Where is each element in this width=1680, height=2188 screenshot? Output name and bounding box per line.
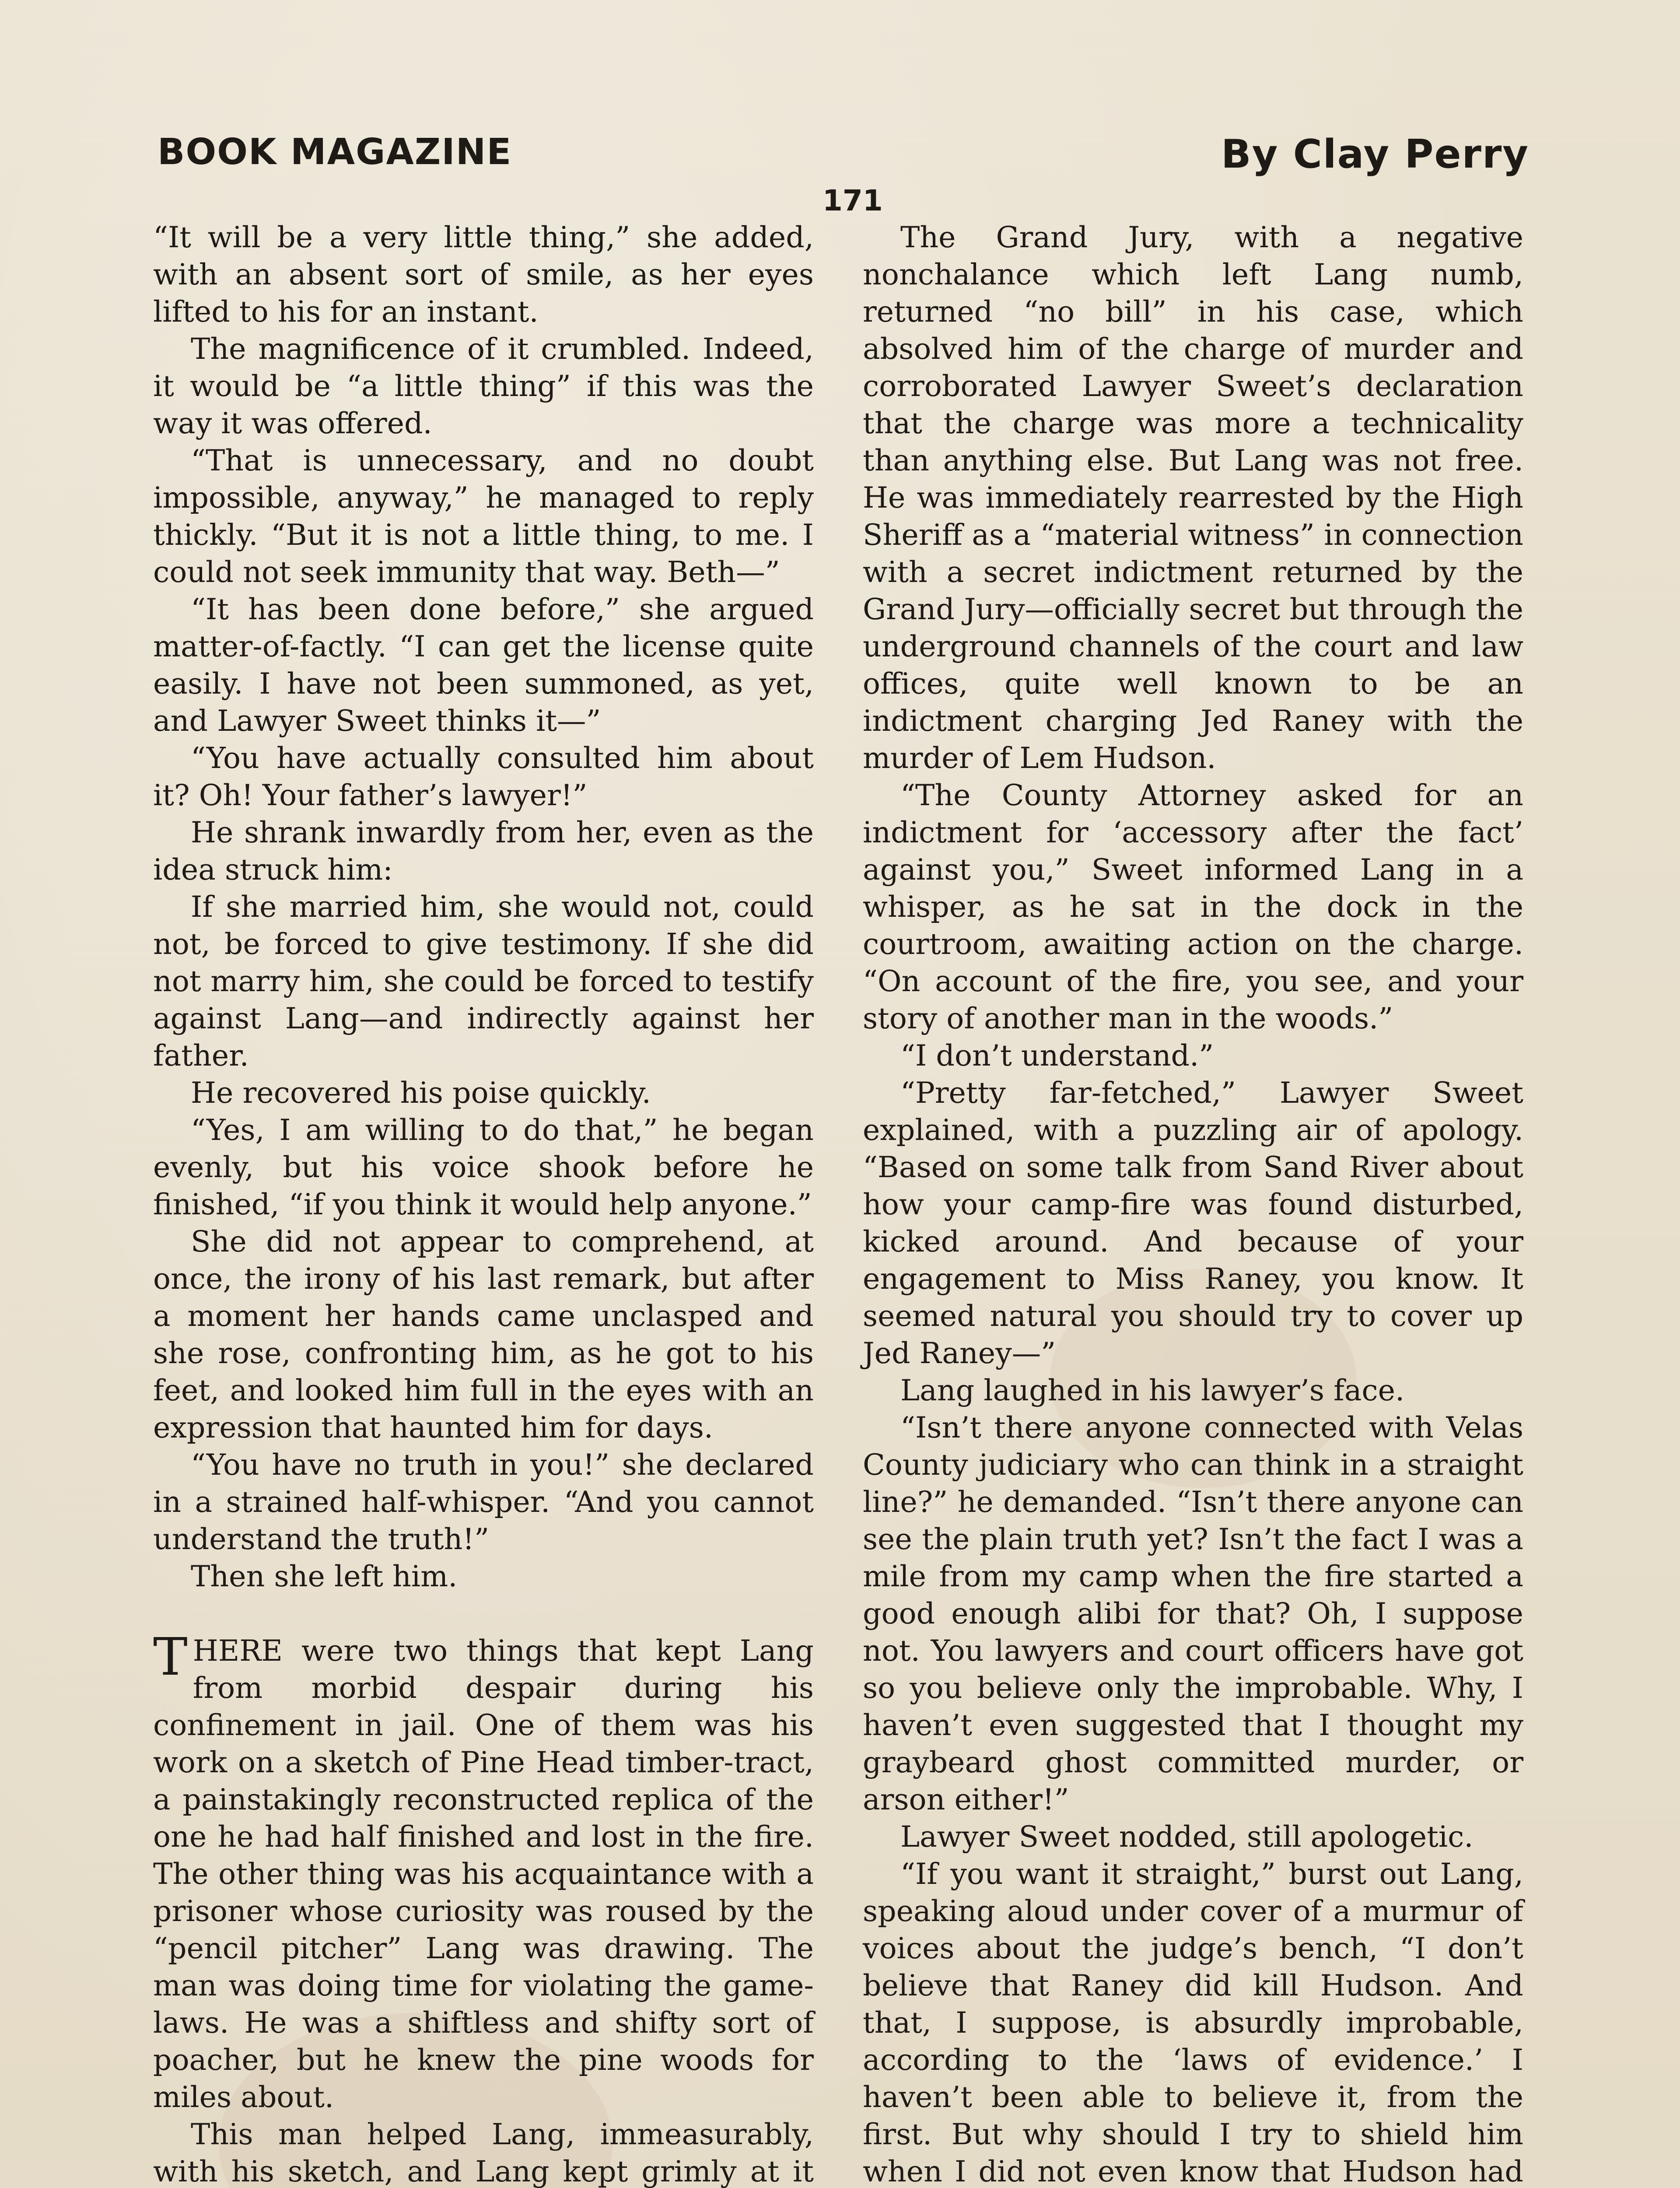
- paragraph: The magnificence of it crumbled. Indeed, it would be “a little thing” if this was the way it was offered.: [153, 332, 814, 440]
- paragraph: “Yes, I am willing to do that,” he began evenly, but his voice shook before he finished, “if you think it would help anyone.”: [153, 1113, 814, 1221]
- paragraph: “You have no truth in you!” she declared in a strained half-whisper. “And you cannot understand the truth!”: [153, 1448, 814, 1556]
- paragraph: “You have actually consulted him about it? Oh! Your father’s lawyer!”: [153, 741, 814, 812]
- paragraph: Lang laughed in his lawyer’s face.: [900, 1373, 1405, 1407]
- drop-cap: T: [153, 1627, 188, 1687]
- page-number: 171: [822, 184, 883, 217]
- paragraph: “I don’t understand.”: [900, 1038, 1214, 1073]
- left-column: [153, 219, 814, 2188]
- paragraph: “Pretty far-fetched,” Lawyer Sweet explained, with a puzzling air of apology. “Based on some talk from Sand River about how your camp-fire was found disturbed, kicked around. And because of your engagement to Miss Raney, you know. It seemed natural you should try to cover up Jed Raney—”: [863, 1076, 1523, 1370]
- paragraph: Lawyer Sweet nodded, still apologetic.: [900, 1820, 1474, 1854]
- paragraph: He shrank inwardly from her, even as the idea struck him:: [153, 815, 814, 887]
- paragraph: Then she left him.: [191, 1559, 458, 1593]
- paragraph: She did not appear to comprehend, at once, the irony of his last remark, but after a moment her hands came unclasped and she rose, confronting him, as he got to his feet, and looked him full in the eyes with an expression that haunted him for days.: [153, 1224, 814, 1445]
- paragraph: “That is unnecessary, and no doubt impossible, anyway,” he managed to reply thickly. “But it is not a little thing, to me. I could not seek immunity that way. Beth—”: [153, 443, 814, 589]
- paragraph: This man helped Lang, immeasurably, with his sketch, and Lang kept grimly at it: [153, 2117, 814, 2188]
- section-opening-paragraph: [153, 1627, 814, 2116]
- paragraph: The Grand Jury, with a negative nonchalance which left Lang numb, returned “no bill” in his case, which absolved him of the charge of murder and corroborated Lawyer Sweet’s declaration that the charge was more a technicality than anything else. But Lang was not free. He was immediately rearrested by the High Sheriff as a “material witness” in connection with a secret indictment returned by the Grand Jury—officially secret but through the underground channels of the court and law offices, quite well known to be an indictment charging Jed Raney with the murder of Lem Hudson.: [863, 220, 1523, 775]
- paragraph: “Isn’t there anyone connected with Velas County judiciary who can think in a straight line?” he demanded. “Isn’t there anyone can see the plain truth yet? Isn’t the fact I was a mile from my camp when the fire started a good enough alibi for that? Oh, I suppose not. You lawyers and court officers have got so you believe only the improbable. Why, I haven’t even suggested that I thought my graybeard ghost committed murder, or arson either!”: [863, 1410, 1523, 1816]
- running-header-left: BOOK MAGAZINE: [158, 131, 512, 173]
- paragraph: “It will be a very little thing,” she added, with an absent sort of smile, as her eyes lifted to his for an instant.: [153, 220, 814, 329]
- paragraph: “If you want it straight,” burst out Lang, speaking aloud under cover of a murmur of voices about the judge’s bench, “I don’t believe that Raney did kill Hudson. And that, I suppose, is absurdly improbable, according to the ‘laws of evidence.’ I haven’t been able to believe it, from the first. But why should I try to shield him when I did not even know that Hudson had: [863, 1857, 1523, 2188]
- paragraph: If she married him, she would not, could not, be forced to give testimony. If she did not marry him, she could be forced to testify against Lang—and indirectly against her father.: [153, 890, 814, 1073]
- running-header-right: By Clay Perry: [1221, 131, 1529, 177]
- paragraph: “It has been done before,” she argued matter-of-factly. “I can get the license quite easily. I have not been summoned, as yet, and Lawyer Sweet thinks it—”: [153, 592, 814, 738]
- paragraph: “The County Attorney asked for an indictment for ‘accessory after the fact’ against you,” Sweet informed Lang in a whisper, as he sat in the dock in the courtroom, awaiting action on the charge. “On account of the fire, you see, and your story of another man in the woods.”: [863, 778, 1523, 1035]
- section-text: HERE were two things that kept Lang from morbid despair during his confinement in jail. One of them was his work on a sketch of Pine Head timber-tract, a painstakingly reconstructed replica of the one he had half finished and lost in the fire. The other thing was his acquaintance with a prisoner whose curiosity was roused by the “pencil pitcher” Lang was drawing. The man was doing time for violating the game-laws. He was a shiftless and shifty sort of poacher, but he knew the pine woods for miles about.: [153, 1634, 814, 2114]
- right-column: [863, 219, 1523, 2188]
- paragraph: He recovered his poise quickly.: [191, 1076, 651, 1110]
